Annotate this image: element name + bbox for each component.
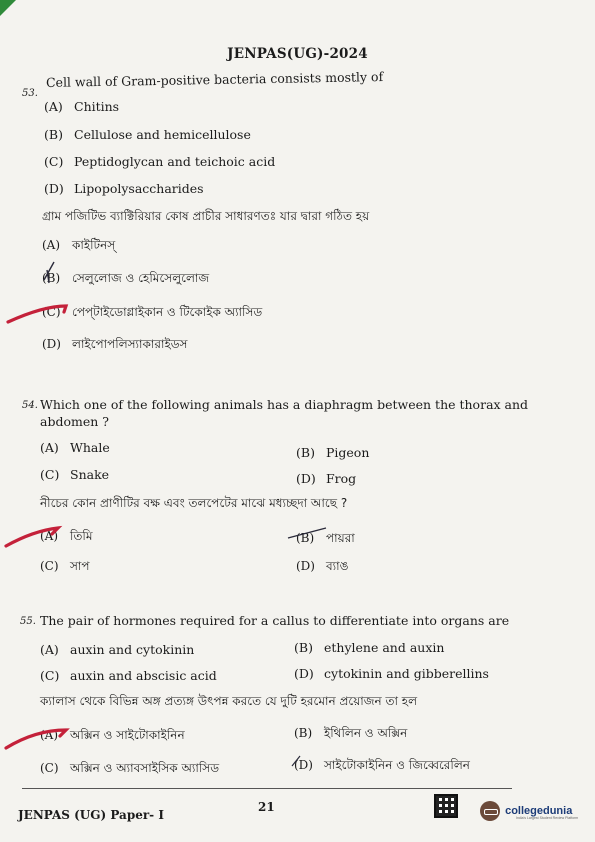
- option-label: (C): [40, 668, 60, 683]
- brand-name: collegedunia: [505, 804, 573, 817]
- option-d-bn: [296, 558, 348, 578]
- brand-tagline: India's Largest Student Review Platform: [516, 816, 579, 820]
- option-label: (B): [294, 726, 313, 740]
- option-label: (D): [296, 471, 316, 486]
- option-text: auxin and cytokinin: [70, 642, 195, 657]
- question-text-bn: নীচের কোন প্রাণীটির বক্ষ এবং তলপেটের মাঝে মধ্যচ্ছদা আছে ?: [40, 496, 348, 510]
- option-b-en: [44, 127, 251, 142]
- option-a-bn: [42, 237, 115, 257]
- option-text: Snake: [70, 467, 110, 482]
- option-label: (B): [44, 127, 63, 142]
- option-text: cytokinin and gibberellins: [324, 666, 489, 681]
- option-b-en: [294, 640, 444, 655]
- option-text: পেপ্‌টাইডোগ্লাইকান ও টিকোইক অ্যাসিড: [72, 305, 263, 319]
- option-c-bn: [40, 558, 90, 578]
- option-label: (C): [40, 559, 59, 573]
- option-label: (D): [44, 181, 64, 196]
- question-number: 53.: [22, 88, 38, 99]
- option-text: auxin and abscisic acid: [70, 668, 217, 683]
- option-text: অক্সিন ও সাইটোকাইনিন: [70, 728, 185, 742]
- option-d-en: [294, 666, 489, 681]
- option-text: ethylene and auxin: [324, 640, 445, 655]
- option-label: (A): [44, 99, 63, 114]
- option-c-en: [44, 154, 275, 169]
- option-d-bn: [294, 757, 470, 777]
- option-text: ইথিলিন ও অক্সিন: [324, 726, 408, 740]
- option-b-bn: [294, 725, 407, 745]
- page-number: 21: [258, 800, 275, 814]
- option-label: (B): [294, 640, 313, 655]
- option-text: কাইটিনস্: [72, 238, 116, 252]
- option-label: (D): [42, 337, 61, 351]
- option-c-en: [40, 467, 109, 482]
- question-text-en: Cell wall of Gram-positive bacteria consists mostly of: [45, 69, 384, 90]
- qr-code-icon: [434, 794, 458, 818]
- option-b-en: [296, 445, 369, 460]
- option-c-en: [40, 668, 217, 683]
- option-text: সাইটোকাইনিন ও জিব্বেরেলিন: [324, 758, 470, 772]
- question-text-en: The pair of hormones required for a callus to differentiate into organs are: [40, 613, 510, 628]
- option-d-en: [44, 181, 204, 196]
- question-number: 55.: [20, 616, 36, 627]
- question-text-bn: ক্যালাস থেকে বিভিন্ন অঙ্গ প্রত্যঙ্গ উৎপন্ন করতে যে দুটি হরমোন প্রয়োজন তা হল: [40, 694, 418, 708]
- option-d-en: [296, 471, 356, 486]
- option-b-bn: [296, 530, 355, 550]
- question-text-en: Which one of the following animals has a diaphragm between the thorax and abdomen ?: [40, 397, 529, 429]
- question-number: 54.: [22, 400, 38, 411]
- avatar-icon: [480, 801, 500, 821]
- option-a-bn: [40, 528, 93, 548]
- option-text: Whale: [70, 440, 110, 455]
- option-label: (D): [294, 758, 313, 772]
- option-d-bn: [42, 336, 187, 356]
- option-label: (A): [40, 529, 59, 543]
- option-a-bn: [40, 727, 185, 747]
- option-label: (D): [294, 666, 314, 681]
- option-text: তিমি: [70, 529, 93, 543]
- option-text: Peptidoglycan and teichoic acid: [74, 154, 276, 169]
- option-text: অক্সিন ও অ্যাবসাইসিক অ্যাসিড: [70, 761, 220, 775]
- option-label: (B): [42, 271, 61, 285]
- option-label: (D): [296, 559, 315, 573]
- option-text: Lipopolysaccharides: [74, 181, 204, 196]
- option-c-bn: [42, 304, 262, 324]
- page-title: JENPAS(UG)-2024: [227, 46, 368, 62]
- footer-divider: [22, 788, 512, 789]
- option-label: (A): [40, 440, 59, 455]
- option-label: (B): [296, 445, 315, 460]
- option-text: লাইপোপলিস্যাকারাইডস: [72, 337, 188, 351]
- option-a-en: [44, 99, 119, 114]
- option-text: পায়রা: [326, 531, 355, 545]
- question-text-bn: গ্রাম পজিটিভ ব্যাক্টিরিয়ার কোষ প্রাচীর সাধারণতঃ যার দ্বারা গঠিত হয়: [42, 209, 370, 223]
- option-text: সেলুলোজ ও হেমিসেলুলোজ: [72, 271, 210, 285]
- option-label: (A): [40, 728, 59, 742]
- option-label: (B): [296, 531, 315, 545]
- option-c-bn: [40, 760, 219, 780]
- option-a-en: [40, 440, 110, 455]
- footer-paper-label: JENPAS (UG) Paper- I: [18, 808, 164, 822]
- option-label: (C): [42, 305, 61, 319]
- option-text: Frog: [326, 471, 357, 486]
- option-label: (C): [40, 761, 59, 775]
- corner-mark: [0, 0, 16, 16]
- option-label: (C): [44, 154, 64, 169]
- option-text: Cellulose and hemicellulose: [74, 127, 251, 142]
- option-text: ব্যাঙ: [326, 559, 349, 573]
- option-b-bn: [42, 270, 209, 290]
- option-label: (A): [40, 642, 59, 657]
- option-label: (A): [42, 238, 61, 252]
- option-text: Chitins: [74, 99, 120, 114]
- option-text: সাপ: [70, 559, 90, 573]
- option-label: (C): [40, 467, 60, 482]
- option-text: Pigeon: [326, 445, 370, 460]
- option-a-en: [40, 642, 194, 657]
